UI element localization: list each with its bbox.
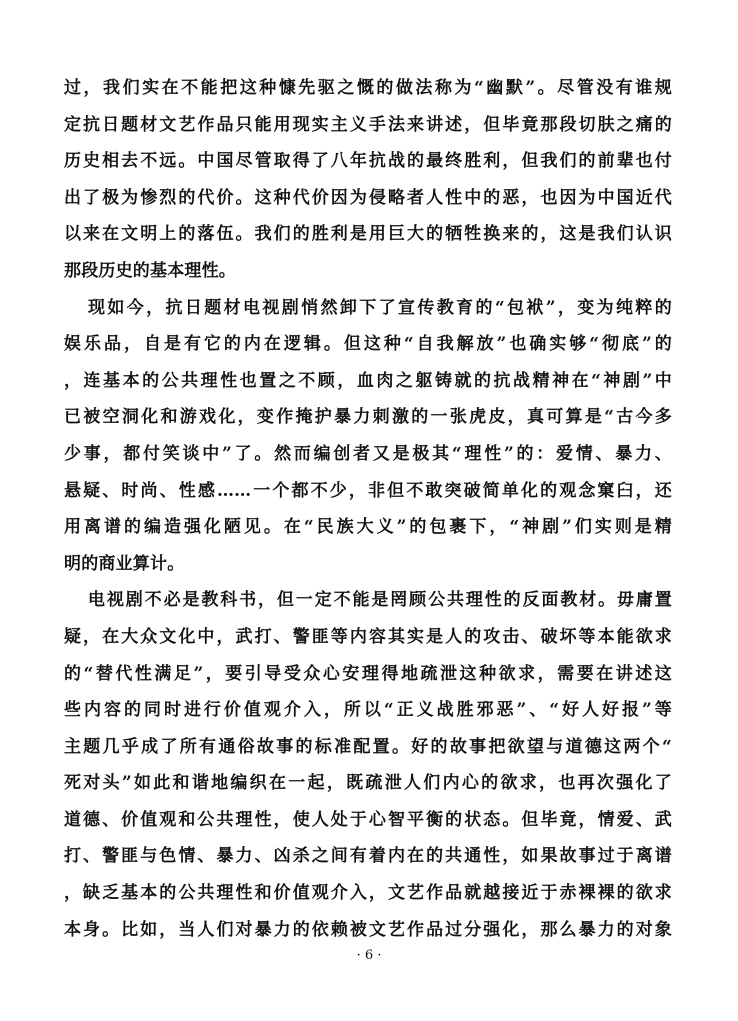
text-line: 定抗日题材文艺作品只能用现实主义手法来讲述，但毕竟那段切肤之痛的: [64, 114, 672, 135]
text-line: 的“替代性满足”，要引导受众心安理得地疏泄这种欲求，需要在讲述这: [64, 663, 672, 684]
text-line: 道德、价值观和公共理性，使人处于心智平衡的状态。但毕竟，情爱、武: [64, 809, 672, 830]
text-line: 些内容的同时进行价值观介入，所以“正义战胜邪恶”、“好人好报”等: [64, 700, 672, 721]
text-line: 用离谱的编造强化陋见。在“民族大义”的包裹下，“神剧”们实则是精: [64, 517, 672, 538]
paragraph-1: [64, 70, 672, 290]
text-line: 现如今，抗日题材电视剧悄然卸下了宣传教育的“包袱”，变为纯粹的: [88, 297, 672, 318]
text-line: 出了极为惨烈的代价。这种代价因为侵略者人性中的恶，也因为中国近代: [64, 187, 672, 208]
paragraph-3: [64, 582, 672, 948]
text-line: 本身。比如，当人们对暴力的依赖被文艺作品过分强化，那么暴力的对象: [64, 919, 672, 940]
text-line: 电视剧不必是教科书，但一定不能是罔顾公共理性的反面教材。毋庸置: [88, 590, 672, 611]
text-line: 明的商业算计。: [64, 553, 185, 574]
text-line: 过，我们实在不能把这种慷先驱之慨的做法称为“幽默”。尽管没有谁规: [64, 78, 672, 98]
text-line: 悬疑、时尚、性感……一个都不少，非但不敢突破简单化的观念窠臼，还: [64, 480, 672, 501]
text-line: 娱乐品，自是有它的内在逻辑。但这种“自我解放”也确实够“彻底”的: [64, 334, 672, 355]
text-line: 打、警匪与色情、暴力、凶杀之间有着内在的共通性，如果故事过于离谱: [64, 846, 672, 867]
text-line: 已被空洞化和游戏化，变作掩护暴力刺激的一张虎皮，真可算是“古今多: [64, 407, 672, 428]
page-number: · 6 ·: [356, 948, 382, 963]
text-line: 那段历史的基本理性。: [64, 260, 236, 281]
text-line: 以来在文明上的落伍。我们的胜利是用巨大的牺牲换来的，这是我们认识: [64, 224, 672, 245]
text-line: ，缺乏基本的公共理性和价值观介入，文艺作品就越接近于赤裸裸的欲求: [64, 883, 672, 904]
text-line: ，连基本的公共理性也置之不顾，血肉之躯铸就的抗战精神在“神剧”中: [64, 370, 672, 391]
text-line: 主题几乎成了所有通俗故事的标准配置。好的故事把欲望与道德这两个“: [64, 736, 672, 757]
text-line: 死对头”如此和谐地编织在一起，既疏泄人们内心的欲求，也再次强化了: [64, 773, 672, 794]
body-text: [64, 70, 672, 948]
text-line: 少事，都付笑谈中”了。然而编创者又是极其“理性”的：爱情、暴力、: [64, 443, 672, 464]
text-line: 疑，在大众文化中，武打、警匪等内容其实是人的攻击、破坏等本能欲求: [64, 626, 672, 647]
text-line: 历史相去不远。中国尽管取得了八年抗战的最终胜利，但我们的前辈也付: [64, 151, 672, 172]
paragraph-2: [64, 290, 672, 583]
